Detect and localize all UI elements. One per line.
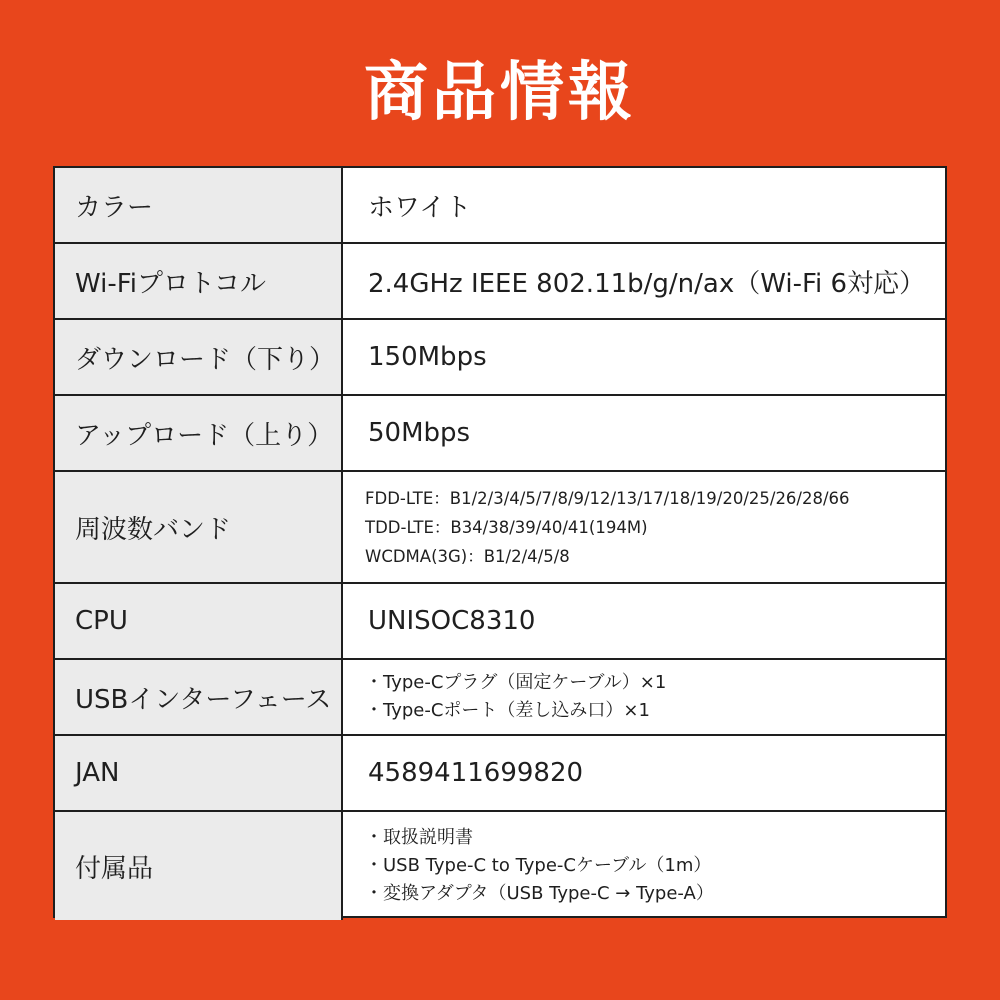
spec-label: 付属品 bbox=[55, 812, 343, 920]
spec-row-download bbox=[55, 320, 945, 396]
spec-row-frequency-band bbox=[55, 472, 945, 584]
spec-value: 150Mbps bbox=[368, 342, 487, 372]
page-title: 商品情報 bbox=[364, 56, 636, 130]
spec-row-accessories bbox=[55, 812, 945, 920]
accessory-line: ・USB Type-C to Type-Cケーブル（1m） bbox=[365, 855, 712, 876]
accessory-line: ・変換アダプタ（USB Type-C → Type-A） bbox=[365, 883, 714, 904]
spec-value: UNISOC8310 bbox=[368, 606, 536, 636]
spec-value: 4589411699820 bbox=[368, 758, 584, 788]
spec-label: CPU bbox=[55, 584, 343, 658]
spec-value: 2.4GHz IEEE 802.11b/g/n/ax（Wi-Fi 6対応） bbox=[368, 268, 926, 299]
usb-line: ・Type-Cプラグ（固定ケーブル）×1 bbox=[365, 672, 667, 693]
spec-row-wifi-protocol bbox=[55, 244, 945, 320]
spec-value-list bbox=[343, 660, 945, 734]
spec-label: USBインターフェース bbox=[55, 660, 343, 734]
spec-row-usb-interface bbox=[55, 660, 945, 736]
spec-value: ホワイト bbox=[368, 192, 472, 223]
spec-row-color bbox=[55, 168, 945, 244]
spec-label: ダウンロード（下り） bbox=[55, 320, 343, 394]
spec-row-jan bbox=[55, 736, 945, 812]
accessory-line: ・取扱説明書 bbox=[365, 827, 473, 848]
spec-row-cpu bbox=[55, 584, 945, 660]
spec-value-list bbox=[343, 812, 945, 920]
spec-label: JAN bbox=[55, 736, 343, 810]
band-line: TDD-LTE：B34/38/39/40/41(194M) bbox=[365, 517, 648, 537]
spec-label: アップロード（上り） bbox=[55, 396, 343, 470]
spec-label: 周波数バンド bbox=[55, 472, 343, 582]
band-line: FDD-LTE：B1/2/3/4/5/7/8/9/12/13/17/18/19/20/25/26/28/66 bbox=[365, 488, 850, 508]
spec-value-list bbox=[343, 472, 945, 582]
product-spec-table bbox=[53, 166, 947, 918]
spec-label: Wi-Fiプロトコル bbox=[55, 244, 343, 318]
spec-value: 50Mbps bbox=[368, 418, 471, 448]
spec-label: カラー bbox=[55, 168, 343, 242]
band-line: WCDMA(3G)：B1/2/4/5/8 bbox=[365, 546, 570, 566]
spec-row-upload bbox=[55, 396, 945, 472]
usb-line: ・Type-Cポート（差し込み口）×1 bbox=[365, 700, 650, 721]
